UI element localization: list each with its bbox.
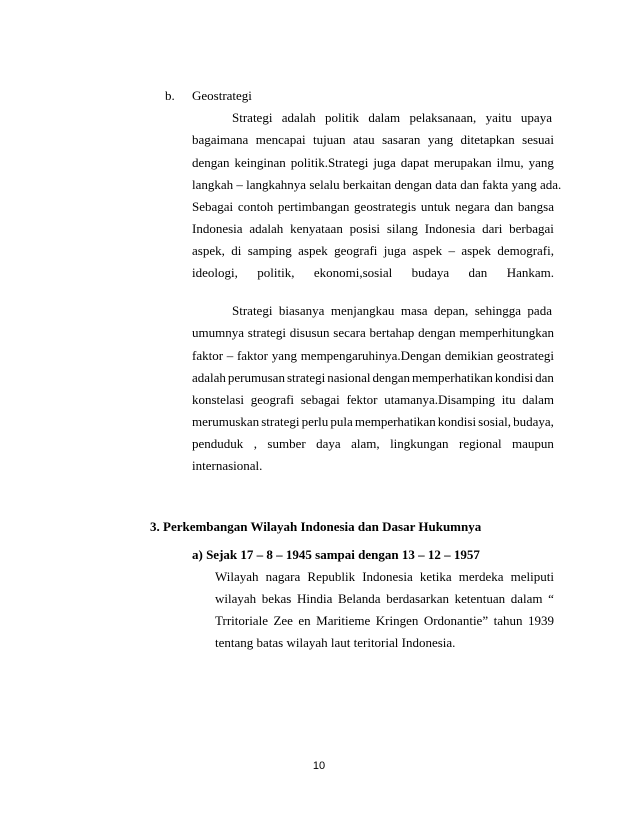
word: ideologi, <box>192 265 238 280</box>
word: pula <box>330 414 353 429</box>
word: ilmu, <box>496 155 524 170</box>
word: yaitu <box>485 110 512 125</box>
word: Strategi <box>232 110 273 125</box>
word: nagara <box>265 569 301 584</box>
word: aspek <box>412 243 443 258</box>
word: politik, <box>257 265 295 280</box>
word: bagaimana <box>192 132 249 147</box>
paragraph-line <box>192 221 554 237</box>
word: fektor <box>346 392 378 407</box>
word: budaya <box>411 265 450 280</box>
word: daya <box>316 436 341 451</box>
word: meliputi <box>510 569 554 584</box>
word: posisi <box>349 221 380 236</box>
word: 1939 <box>527 613 554 628</box>
word: memperhatikan <box>354 414 436 429</box>
word: dalam <box>522 392 554 407</box>
word: dan <box>468 265 488 280</box>
word: ekonomi,sosial <box>313 265 393 280</box>
paragraph-line <box>215 569 554 585</box>
section-heading-geostrategi: Geostrategi <box>192 88 252 103</box>
word: politik <box>325 110 359 125</box>
word: faktor <box>236 348 268 363</box>
word: geografi <box>334 243 378 258</box>
page-number: 10 <box>312 760 326 772</box>
word: bekas <box>261 591 292 606</box>
word: kondisi <box>494 370 534 385</box>
word: dari <box>482 221 503 236</box>
paragraph-line <box>192 414 554 430</box>
paragraph-line <box>215 591 554 607</box>
paragraph-line: langkah – langkahnya selalu berkaitan dengan data dan fakta yang ada. <box>192 177 562 192</box>
paragraph-line <box>232 303 552 319</box>
word: silang <box>386 221 418 236</box>
subsection-heading-a: a) Sejak 17 – 8 – 1945 sampai dengan 13 – 12 – 1957 <box>192 547 480 562</box>
word: nasional <box>327 370 371 385</box>
word: Strategi <box>232 303 273 318</box>
word: merupakan <box>433 155 492 170</box>
word: sosial, <box>478 414 512 429</box>
word: dalam <box>368 110 401 125</box>
word: bangsa <box>517 199 554 214</box>
word: Belanda <box>337 591 381 606</box>
paragraph-line <box>215 613 554 629</box>
word: sumber <box>267 436 306 451</box>
paragraph-line <box>232 110 552 126</box>
word: Trritoriale <box>215 613 268 628</box>
word: strategi <box>286 370 326 385</box>
paragraph-line <box>192 436 554 452</box>
paragraph-line: internasional. <box>192 458 263 473</box>
list-marker-b: b. <box>165 88 175 103</box>
word: menjangkau <box>330 303 395 318</box>
word: bertahap <box>369 325 415 340</box>
word: di <box>231 243 242 258</box>
word: Sebagai <box>192 199 234 214</box>
word: mempengaruhinya.Dengan <box>300 348 442 363</box>
word: itu <box>501 392 516 407</box>
word: budaya, <box>513 414 554 429</box>
word: lingkungan <box>390 436 449 451</box>
word: konstelasi <box>192 392 244 407</box>
word: juga <box>373 155 396 170</box>
word: juga <box>383 243 407 258</box>
paragraph-line <box>192 199 554 215</box>
word: keinginan <box>234 155 286 170</box>
word: merumuskan <box>192 414 260 429</box>
word: aspek <box>298 243 328 258</box>
word: berbagai <box>509 221 554 236</box>
word: dengan <box>192 155 230 170</box>
word: Hankam. <box>506 265 554 280</box>
paragraph-line <box>192 370 554 386</box>
paragraph-line <box>192 155 554 171</box>
word: Maritieme <box>316 613 371 628</box>
word: alam, <box>351 436 380 451</box>
word: penduduk <box>192 436 244 451</box>
word: dalam <box>510 591 543 606</box>
word: aspek <box>461 243 491 258</box>
word: geostrategis <box>354 199 417 214</box>
word: secara <box>333 325 366 340</box>
word: kondisi <box>437 414 477 429</box>
word: dan <box>535 370 554 385</box>
word: sehingga <box>474 303 521 318</box>
word: mencapai <box>255 132 306 147</box>
word: Ordonantie” <box>423 613 489 628</box>
word: atau <box>352 132 375 147</box>
paragraph-line <box>192 392 554 408</box>
word: adalah <box>281 110 316 125</box>
word: en <box>298 613 311 628</box>
word: Wilayah <box>215 569 259 584</box>
word: disusun <box>289 325 330 340</box>
word: dengan <box>372 370 411 385</box>
section-heading-3: 3. Perkembangan Wilayah Indonesia dan Dasar Hukumnya <box>150 519 482 534</box>
word: Indonesia <box>424 221 476 236</box>
word: perumusan <box>227 370 285 385</box>
word: Indonesia <box>362 569 413 584</box>
word: negara <box>455 199 490 214</box>
word: masa <box>400 303 428 318</box>
word: adalah <box>192 370 226 385</box>
word: Republik <box>307 569 356 584</box>
word: pelaksanaan, <box>409 110 477 125</box>
word: “ <box>548 591 554 606</box>
word: perlu <box>301 414 329 429</box>
word: ketentuan <box>454 591 506 606</box>
word: demografi, <box>497 243 554 258</box>
word: kenyataan <box>290 221 343 236</box>
word: tahun <box>493 613 523 628</box>
word: tujuan <box>313 132 346 147</box>
word: memperhatikan <box>412 370 493 385</box>
word: geografi <box>250 392 295 407</box>
word: sebagai <box>300 392 340 407</box>
word: strategi <box>247 325 287 340</box>
word: geostrategi <box>496 348 554 363</box>
word: contoh <box>237 199 274 214</box>
paragraph-line <box>192 325 554 341</box>
word: aspek, <box>192 243 225 258</box>
word: wilayah <box>215 591 257 606</box>
word: maupun <box>512 436 554 451</box>
word: adalah <box>249 221 284 236</box>
word: ditetapkan <box>460 132 515 147</box>
word: utamanya.Disamping <box>384 392 496 407</box>
word: umumnya <box>192 325 244 340</box>
word: Hindia <box>296 591 333 606</box>
word: , <box>253 436 257 451</box>
word: memperhitungkan <box>459 325 554 340</box>
word: Kringen <box>375 613 419 628</box>
word: yang <box>427 132 454 147</box>
word: yang <box>528 155 554 170</box>
word: upaya <box>520 110 552 125</box>
word: dan <box>494 199 514 214</box>
word: demikian <box>444 348 494 363</box>
word: dengan <box>418 325 456 340</box>
word: sasaran <box>382 132 421 147</box>
word: merdeka <box>458 569 504 584</box>
paragraph-line <box>192 132 554 148</box>
word: pada <box>527 303 552 318</box>
word: berdasarkan <box>386 591 449 606</box>
word: depan, <box>434 303 469 318</box>
word: politik.Strategi <box>290 155 369 170</box>
word: yang <box>271 348 297 363</box>
word: Zee <box>273 613 293 628</box>
word: untuk <box>420 199 451 214</box>
word: ketika <box>419 569 452 584</box>
word: – <box>226 348 234 363</box>
word: faktor <box>192 348 224 363</box>
word: pertimbangan <box>277 199 350 214</box>
paragraph-line <box>192 348 554 364</box>
word: regional <box>459 436 502 451</box>
word: – <box>448 243 455 258</box>
word: samping <box>247 243 292 258</box>
word: strategi <box>261 414 300 429</box>
paragraph-line <box>192 243 554 259</box>
paragraph-line <box>192 265 554 281</box>
paragraph-line: tentang batas wilayah laut teritorial Indonesia. <box>215 635 456 650</box>
word: Indonesia <box>192 221 243 236</box>
word: sesuai <box>522 132 554 147</box>
word: dapat <box>400 155 429 170</box>
word: biasanya <box>278 303 325 318</box>
